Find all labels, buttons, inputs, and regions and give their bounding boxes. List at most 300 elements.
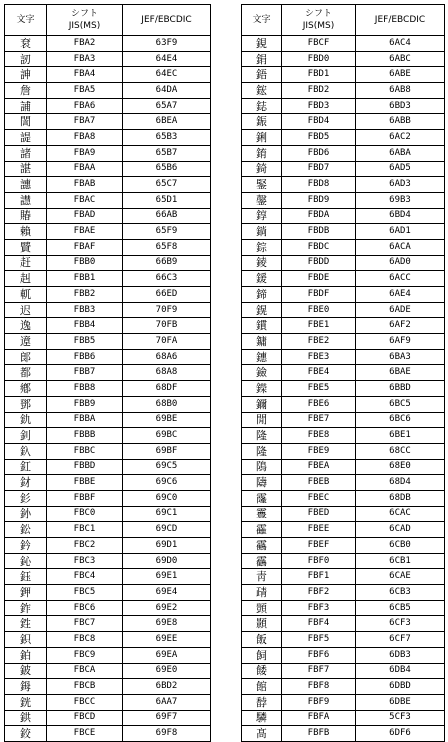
table-row xyxy=(5,177,211,193)
char-cell: 諟 xyxy=(5,130,47,146)
jef-code-cell: 6CB5 xyxy=(356,600,445,616)
char-cell: 鏸 xyxy=(242,349,282,365)
jef-code-cell: 6BE1 xyxy=(356,428,445,444)
char-cell: 隆 xyxy=(242,443,282,459)
table-row xyxy=(5,412,211,428)
char-cell: 賰 xyxy=(5,208,47,224)
table-body-left xyxy=(5,36,211,742)
code-table-left xyxy=(4,4,211,742)
table-row xyxy=(5,506,211,522)
char-cell: 鈐 xyxy=(5,538,47,554)
jef-code-cell: 6AD0 xyxy=(356,255,445,271)
table-row xyxy=(5,318,211,334)
char-cell: 閒 xyxy=(242,412,282,428)
table-row xyxy=(5,67,211,83)
jef-code-cell: 69F8 xyxy=(123,726,211,742)
jef-code-cell: 69E0 xyxy=(123,663,211,679)
jef-code-cell: 6ABC xyxy=(356,51,445,67)
char-cell: 訒 xyxy=(5,51,47,67)
jef-code-cell: 6AD3 xyxy=(356,177,445,193)
jis-code-cell: FBEA xyxy=(282,459,356,475)
jis-code-cell: FBB9 xyxy=(47,396,123,412)
table-row xyxy=(242,36,445,52)
jis-code-cell: FBE4 xyxy=(282,365,356,381)
table-row xyxy=(242,161,445,177)
jef-code-cell: 6BA3 xyxy=(356,349,445,365)
table-row xyxy=(242,287,445,303)
jis-code-cell: FBCE xyxy=(47,726,123,742)
table-body-right xyxy=(242,36,445,742)
header-jis xyxy=(282,5,356,36)
jis-code-cell: FBD6 xyxy=(282,145,356,161)
jis-code-cell: FBA7 xyxy=(47,114,123,130)
jef-code-cell: 69E4 xyxy=(123,585,211,601)
char-cell: 譿 xyxy=(5,192,47,208)
jef-code-cell: 6ABB xyxy=(356,114,445,130)
table-row xyxy=(242,522,445,538)
jef-code-cell: 6BC6 xyxy=(356,412,445,428)
jis-code-cell: FBC9 xyxy=(47,647,123,663)
jis-code-cell: FBE5 xyxy=(282,381,356,397)
char-cell: 鑅 xyxy=(242,381,282,397)
jis-code-cell: FBA3 xyxy=(47,51,123,67)
char-cell: 鋕 xyxy=(242,98,282,114)
jef-code-cell: 64EC xyxy=(123,67,211,83)
char-cell: 赶 xyxy=(5,255,47,271)
jis-code-cell: FBC2 xyxy=(47,538,123,554)
jef-code-cell: 69CD xyxy=(123,522,211,538)
jis-code-cell: FBBD xyxy=(47,459,123,475)
char-cell: 諶 xyxy=(5,161,47,177)
table-row xyxy=(242,553,445,569)
table-row xyxy=(5,83,211,99)
table-row xyxy=(5,381,211,397)
char-cell: 鈼 xyxy=(5,600,47,616)
char-cell: 詹 xyxy=(5,83,47,99)
jis-code-cell: FBA9 xyxy=(47,145,123,161)
jis-code-cell: FBBF xyxy=(47,490,123,506)
jis-code-cell: FBD4 xyxy=(282,114,356,130)
table-row xyxy=(5,694,211,710)
jis-code-cell: FBBE xyxy=(47,475,123,491)
jis-code-cell: FBBC xyxy=(47,443,123,459)
jis-code-cell: FBAB xyxy=(47,177,123,193)
jef-code-cell: 70FA xyxy=(123,334,211,350)
table-row xyxy=(5,130,211,146)
jef-code-cell: 6DF6 xyxy=(356,726,445,742)
jef-code-cell: 6AC2 xyxy=(356,130,445,146)
table-row xyxy=(242,663,445,679)
jis-code-cell: FBF1 xyxy=(282,569,356,585)
jef-code-cell: 68CC xyxy=(356,443,445,459)
jis-code-cell: FBB6 xyxy=(47,349,123,365)
jis-code-cell: FBB0 xyxy=(47,255,123,271)
jef-code-cell: 69D0 xyxy=(123,553,211,569)
char-cell: 贒 xyxy=(5,239,47,255)
jef-code-cell: 65D1 xyxy=(123,192,211,208)
jis-code-cell: FBAF xyxy=(47,239,123,255)
jef-code-cell: 6BBD xyxy=(356,381,445,397)
jis-code-cell: FBC1 xyxy=(47,522,123,538)
table-row xyxy=(5,302,211,318)
jis-code-cell: FBCC xyxy=(47,694,123,710)
char-cell: 鉀 xyxy=(5,585,47,601)
table-row xyxy=(242,710,445,726)
char-cell: 隆 xyxy=(242,428,282,444)
table-row xyxy=(5,287,211,303)
char-cell: 馞 xyxy=(242,694,282,710)
char-cell: 赳 xyxy=(5,271,47,287)
table-row xyxy=(242,396,445,412)
table-row xyxy=(5,679,211,695)
table-row xyxy=(5,632,211,648)
char-cell: 鈺 xyxy=(5,569,47,585)
char-cell: 錡 xyxy=(242,161,282,177)
char-cell: 諸 xyxy=(5,145,47,161)
jis-code-cell: FBF0 xyxy=(282,553,356,569)
jis-code-cell: FBA8 xyxy=(47,130,123,146)
table-row xyxy=(242,538,445,554)
table-row xyxy=(5,585,211,601)
char-cell: 錥 xyxy=(242,145,282,161)
char-cell: 鉑 xyxy=(5,647,47,663)
table-row xyxy=(5,334,211,350)
jis-code-cell: FBED xyxy=(282,506,356,522)
jis-code-cell: FBDE xyxy=(282,271,356,287)
table-row xyxy=(242,585,445,601)
table-row xyxy=(5,161,211,177)
jis-code-cell: FBD9 xyxy=(282,192,356,208)
header-row xyxy=(242,5,445,36)
char-cell: 靏 xyxy=(242,553,282,569)
jis-code-cell: FBBB xyxy=(47,428,123,444)
char-cell: 軏 xyxy=(5,287,47,303)
char-cell: 霻 xyxy=(242,506,282,522)
jis-code-cell: FBD7 xyxy=(282,161,356,177)
table-row xyxy=(242,349,445,365)
jis-code-cell: FBE8 xyxy=(282,428,356,444)
table-row xyxy=(5,443,211,459)
table-row xyxy=(5,553,211,569)
jef-code-cell: 66B9 xyxy=(123,255,211,271)
jef-code-cell: 6AF2 xyxy=(356,318,445,334)
char-cell: 鏧 xyxy=(242,192,282,208)
char-cell: 袞 xyxy=(5,36,47,52)
jef-code-cell: 65B6 xyxy=(123,161,211,177)
char-cell: 迟 xyxy=(5,302,47,318)
jis-code-cell: FBE6 xyxy=(282,396,356,412)
jis-code-cell: FBE3 xyxy=(282,349,356,365)
table-row xyxy=(242,381,445,397)
char-cell: 鈆 xyxy=(5,522,47,538)
header-jis-line1: シフト xyxy=(70,9,98,19)
char-cell: 鉎 xyxy=(5,616,47,632)
table-row xyxy=(5,647,211,663)
char-cell: 鉸 xyxy=(5,726,47,742)
jis-code-cell: FBD2 xyxy=(282,83,356,99)
jis-code-cell: FBCF xyxy=(282,36,356,52)
jef-code-cell: 6ACC xyxy=(356,271,445,287)
jef-code-cell: 70FB xyxy=(123,318,211,334)
table-row xyxy=(242,365,445,381)
jef-code-cell: 66AB xyxy=(123,208,211,224)
table-row xyxy=(242,239,445,255)
char-cell: 鍰 xyxy=(242,271,282,287)
char-cell: 鋗 xyxy=(242,51,282,67)
char-cell: 誾 xyxy=(5,114,47,130)
jef-code-cell: 6CAD xyxy=(356,522,445,538)
char-cell: 靑 xyxy=(242,569,282,585)
table-row xyxy=(242,51,445,67)
char-cell: 訷 xyxy=(5,67,47,83)
header-jef: JEF/EBCDIC xyxy=(123,5,211,36)
jis-code-cell: FBD1 xyxy=(282,67,356,83)
char-cell: 釭 xyxy=(5,459,47,475)
jef-code-cell: 68A8 xyxy=(123,365,211,381)
table-row xyxy=(242,600,445,616)
char-cell: 釥 xyxy=(5,506,47,522)
jis-code-cell: FBCB xyxy=(47,679,123,695)
jis-code-cell: FBC0 xyxy=(47,506,123,522)
table-row xyxy=(242,490,445,506)
table-row xyxy=(5,616,211,632)
char-cell: 鈹 xyxy=(5,663,47,679)
jef-code-cell: 69BF xyxy=(123,443,211,459)
jis-code-cell: FBBA xyxy=(47,412,123,428)
jef-code-cell: 6DB3 xyxy=(356,647,445,663)
table-row xyxy=(5,428,211,444)
jef-code-cell: 6AA7 xyxy=(123,694,211,710)
char-cell: 鏞 xyxy=(242,334,282,350)
table-row xyxy=(242,302,445,318)
jis-code-cell: FBDD xyxy=(282,255,356,271)
jis-code-cell: FBF8 xyxy=(282,679,356,695)
table-row xyxy=(242,475,445,491)
table-row xyxy=(5,459,211,475)
jis-code-cell: FBDB xyxy=(282,224,356,240)
jis-code-cell: FBAA xyxy=(47,161,123,177)
jis-code-cell: FBB5 xyxy=(47,334,123,350)
table-row xyxy=(5,710,211,726)
jef-code-cell: 69D1 xyxy=(123,538,211,554)
jis-code-cell: FBA2 xyxy=(47,36,123,52)
char-cell: 顥 xyxy=(242,616,282,632)
jef-code-cell: 69EE xyxy=(123,632,211,648)
jef-code-cell: 6BD2 xyxy=(123,679,211,695)
char-cell: 鋐 xyxy=(242,83,282,99)
jef-code-cell: 6DBE xyxy=(356,694,445,710)
jis-code-cell: FBE0 xyxy=(282,302,356,318)
table-row xyxy=(5,522,211,538)
jef-code-cell: 6AD5 xyxy=(356,161,445,177)
char-cell: 鄕 xyxy=(5,381,47,397)
jef-code-cell: 65F8 xyxy=(123,239,211,255)
jis-code-cell: FBF3 xyxy=(282,600,356,616)
char-cell: 鉧 xyxy=(5,679,47,695)
jef-code-cell: 6AD1 xyxy=(356,224,445,240)
jef-code-cell: 6BD4 xyxy=(356,208,445,224)
jis-code-cell: FBCD xyxy=(47,710,123,726)
char-cell: 鋧 xyxy=(242,36,282,52)
char-cell: 驎 xyxy=(242,710,282,726)
char-cell: 顗 xyxy=(242,600,282,616)
char-cell: 郞 xyxy=(5,349,47,365)
char-cell: 鉙 xyxy=(5,632,47,648)
jis-code-cell: FBC6 xyxy=(47,600,123,616)
jef-code-cell: 6ACA xyxy=(356,239,445,255)
char-cell: 靍 xyxy=(242,538,282,554)
char-cell: 錝 xyxy=(242,239,282,255)
jis-code-cell: FBD5 xyxy=(282,130,356,146)
jef-code-cell: 6BEA xyxy=(123,114,211,130)
table-row xyxy=(242,67,445,83)
jef-code-cell: 69C5 xyxy=(123,459,211,475)
jis-code-cell: FBAC xyxy=(47,192,123,208)
char-cell: 飯 xyxy=(242,632,282,648)
char-cell: 隯 xyxy=(242,475,282,491)
jef-code-cell: 5CF3 xyxy=(356,710,445,726)
char-cell: 鋙 xyxy=(242,67,282,83)
jef-code-cell: 6CAC xyxy=(356,506,445,522)
jef-code-cell: 6CAE xyxy=(356,569,445,585)
table-row xyxy=(242,114,445,130)
jef-code-cell: 6ADE xyxy=(356,302,445,318)
table-row xyxy=(242,334,445,350)
char-cell: 鎤 xyxy=(242,302,282,318)
jis-code-cell: FBB1 xyxy=(47,271,123,287)
jis-code-cell: FBB4 xyxy=(47,318,123,334)
char-cell: 釞 xyxy=(5,443,47,459)
jis-code-cell: FBF2 xyxy=(282,585,356,601)
char-cell: 鉷 xyxy=(5,710,47,726)
jef-code-cell: 6BAE xyxy=(356,365,445,381)
char-cell: 鐱 xyxy=(242,365,282,381)
jis-code-cell: FBF9 xyxy=(282,694,356,710)
jef-code-cell: 68B0 xyxy=(123,396,211,412)
char-cell: 鋠 xyxy=(242,114,282,130)
jis-code-cell: FBD3 xyxy=(282,98,356,114)
jef-code-cell: 66ED xyxy=(123,287,211,303)
jef-code-cell: 6BD3 xyxy=(356,98,445,114)
char-cell: 錂 xyxy=(242,255,282,271)
jis-code-cell: FBCA xyxy=(47,663,123,679)
table-row xyxy=(242,506,445,522)
char-cell: 都 xyxy=(5,365,47,381)
jef-code-cell: 68E0 xyxy=(356,459,445,475)
table-row xyxy=(5,239,211,255)
table-row xyxy=(242,569,445,585)
table-row xyxy=(242,443,445,459)
jis-code-cell: FBB3 xyxy=(47,302,123,318)
table-row xyxy=(5,600,211,616)
char-cell: 賴 xyxy=(5,224,47,240)
char-cell: 飼 xyxy=(242,647,282,663)
jef-code-cell: 65F9 xyxy=(123,224,211,240)
jef-code-cell: 69F7 xyxy=(123,710,211,726)
jis-code-cell: FBC4 xyxy=(47,569,123,585)
char-cell: 霳 xyxy=(242,490,282,506)
char-cell: 鏆 xyxy=(242,318,282,334)
jis-code-cell: FBDF xyxy=(282,287,356,303)
jis-code-cell: FBF4 xyxy=(282,616,356,632)
header-char: 文字 xyxy=(5,5,47,36)
table-row xyxy=(5,396,211,412)
jef-code-cell: 69E1 xyxy=(123,569,211,585)
jef-code-cell: 64E4 xyxy=(123,51,211,67)
code-table-right xyxy=(241,4,445,742)
jis-code-cell: FBF7 xyxy=(282,663,356,679)
char-cell: 釮 xyxy=(5,475,47,491)
jef-code-cell: 69C1 xyxy=(123,506,211,522)
jef-code-cell: 66C3 xyxy=(123,271,211,287)
char-cell: 鋓 xyxy=(242,130,282,146)
jis-code-cell: FBD0 xyxy=(282,51,356,67)
table-row xyxy=(5,98,211,114)
char-cell: 銧 xyxy=(5,694,47,710)
char-cell: 誧 xyxy=(5,98,47,114)
jef-code-cell: 68DB xyxy=(356,490,445,506)
jis-code-cell: FBF6 xyxy=(282,647,356,663)
table-row xyxy=(5,569,211,585)
jef-code-cell: 6CB1 xyxy=(356,553,445,569)
table-row xyxy=(5,145,211,161)
table-row xyxy=(242,632,445,648)
char-cell: 髙 xyxy=(242,726,282,742)
jis-code-cell: FBD8 xyxy=(282,177,356,193)
jis-code-cell: FBF5 xyxy=(282,632,356,648)
char-cell: 鑈 xyxy=(242,396,282,412)
table-row xyxy=(242,428,445,444)
jis-code-cell: FBEB xyxy=(282,475,356,491)
table-row xyxy=(5,36,211,52)
table-row xyxy=(5,192,211,208)
jef-code-cell: 6DB4 xyxy=(356,663,445,679)
jef-code-cell: 70F9 xyxy=(123,302,211,318)
jef-code-cell: 69BC xyxy=(123,428,211,444)
char-cell: 釗 xyxy=(5,428,47,444)
char-cell: 譓 xyxy=(5,177,47,193)
header-jef: JEF/EBCDIC xyxy=(356,5,445,36)
table-row xyxy=(242,647,445,663)
char-cell: 鋿 xyxy=(242,224,282,240)
jef-code-cell: 64DA xyxy=(123,83,211,99)
jis-code-cell: FBDC xyxy=(282,239,356,255)
jis-code-cell: FBE1 xyxy=(282,318,356,334)
table-row xyxy=(242,271,445,287)
jef-code-cell: 69C6 xyxy=(123,475,211,491)
jef-code-cell: 65C7 xyxy=(123,177,211,193)
jis-code-cell: FBE7 xyxy=(282,412,356,428)
table-row xyxy=(242,726,445,742)
char-cell: 隝 xyxy=(242,459,282,475)
jef-code-cell: 6CF3 xyxy=(356,616,445,632)
jis-code-cell: FBC7 xyxy=(47,616,123,632)
jis-code-cell: FBAE xyxy=(47,224,123,240)
table-row xyxy=(5,490,211,506)
table-row xyxy=(242,694,445,710)
jef-code-cell: 69E8 xyxy=(123,616,211,632)
jis-code-cell: FBA4 xyxy=(47,67,123,83)
char-cell: 錞 xyxy=(242,208,282,224)
jis-code-cell: FBC5 xyxy=(47,585,123,601)
header-jis xyxy=(47,5,123,36)
header-row xyxy=(5,5,211,36)
jis-code-cell: FBC8 xyxy=(47,632,123,648)
jis-code-cell: FBB7 xyxy=(47,365,123,381)
table-row xyxy=(5,114,211,130)
char-cell: 靕 xyxy=(242,585,282,601)
jis-code-cell: FBE2 xyxy=(282,334,356,350)
